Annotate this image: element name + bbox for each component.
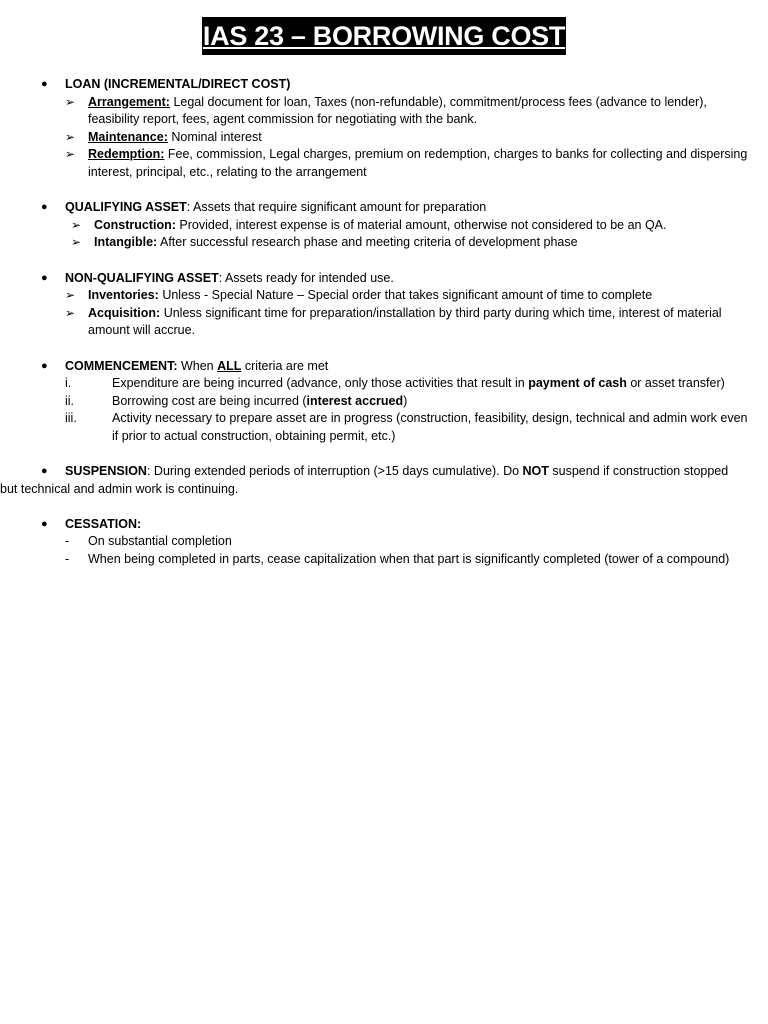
- loan-item-maintenance: [65, 129, 748, 147]
- suspension-heading: SUSPENSION: [65, 464, 147, 479]
- cessation-item-text: On substantial completion: [88, 534, 232, 549]
- cessation-heading: CESSATION: [65, 516, 137, 531]
- non-qualifying-item-inventories: [65, 287, 748, 305]
- document-body: [0, 76, 768, 586]
- arrow-bullet-icon: ➢: [65, 305, 76, 320]
- item-label: Acquisition:: [88, 305, 161, 320]
- cessation-item: [65, 533, 748, 551]
- criterion-text: Activity necessary to prepare asset are in progress (construction, feasibility, design, technical and admin work even if prior to actual construction, obtaining permit, etc.): [112, 411, 748, 443]
- non-qualifying-heading-line: [65, 270, 748, 288]
- item-text: Provided, interest expense is of material amount, otherwise not considered to be an QA.: [175, 217, 667, 232]
- suspension-text: : During extended periods of interruption (>15 days cumulative). Do: [146, 464, 523, 479]
- commencement-criterion: [65, 393, 748, 411]
- qualifying-item-intangible: [65, 234, 748, 252]
- qualifying-heading-line: [65, 199, 748, 217]
- non-qualifying-item-acquisition: [65, 305, 748, 340]
- non-qualifying-text: : Assets ready for intended use.: [218, 270, 394, 285]
- item-label: Intangible:: [94, 235, 158, 250]
- cessation-item: [65, 551, 748, 569]
- section-cessation: [0, 516, 768, 569]
- bullet-icon: ●: [41, 78, 48, 90]
- arrow-bullet-icon: ➢: [71, 235, 82, 250]
- commencement-heading-line: [65, 358, 748, 376]
- commencement-criterion: [65, 410, 748, 445]
- qualifying-text: : Assets that require significant amount for preparation: [186, 200, 487, 215]
- document-title: IAS 23 – BORROWING COST: [202, 17, 566, 55]
- non-qualifying-heading: NON-QUALIFYING ASSET: [65, 270, 219, 285]
- criterion-text: Expenditure are being incurred (advance, only those activities that result in: [112, 376, 529, 391]
- item-text: Unless significant time for preparation/installation by third party during which time, interest of material amount will accrue.: [88, 305, 722, 338]
- commencement-heading: COMMENCEMENT:: [65, 358, 178, 373]
- section-suspension: [0, 463, 768, 498]
- item-text: After successful research phase and meeting criteria of development phase: [157, 235, 578, 250]
- roman-numeral: i.: [65, 376, 72, 391]
- suspension-text: suspend if construction stopped but technical and admin work is continuing.: [0, 464, 729, 496]
- title-wrap: [0, 0, 768, 57]
- qualifying-heading: QUALIFYING ASSET: [65, 200, 187, 215]
- commencement-pre: When: [177, 358, 218, 373]
- criterion-emphasis: payment of cash: [528, 376, 627, 391]
- item-text: Fee, commission, Legal charges, premium on redemption, charges to banks for collecting and dispersing interest, principal, etc., relating to the arrangement: [88, 147, 748, 179]
- arrow-bullet-icon: ➢: [71, 217, 82, 232]
- item-label: Maintenance:: [88, 129, 168, 144]
- dash-bullet: -: [65, 552, 70, 567]
- bullet-icon: ●: [41, 271, 48, 284]
- commencement-all: ALL: [217, 358, 242, 373]
- item-text: Nominal interest: [167, 129, 262, 144]
- section-qualifying-asset: [0, 199, 768, 252]
- cessation-item-text: When being completed in parts, cease capitalization when that part is significantly completed (tower of a compound): [88, 552, 730, 567]
- criterion-text: ): [403, 393, 408, 408]
- section-commencement: [0, 358, 768, 446]
- item-label: Redemption:: [88, 147, 165, 162]
- roman-numeral: ii.: [65, 393, 75, 408]
- criterion-text: or asset transfer): [626, 376, 725, 391]
- item-label: Inventories:: [88, 288, 159, 303]
- arrow-bullet-icon: ➢: [65, 147, 76, 162]
- suspension-not: NOT: [522, 464, 549, 479]
- item-label: Arrangement:: [88, 94, 170, 109]
- loan-item-redemption: [65, 146, 748, 181]
- item-text: Unless - Special Nature – Special order that takes significant amount of time to complete: [158, 288, 653, 303]
- suspension-text-line: [0, 463, 748, 498]
- arrow-bullet-icon: ➢: [65, 94, 76, 109]
- commencement-post: criteria are met: [241, 358, 329, 373]
- section-non-qualifying-asset: [0, 270, 768, 340]
- criterion-emphasis: interest accrued: [306, 393, 404, 408]
- qualifying-item-construction: [65, 217, 748, 235]
- cessation-colon: :: [137, 516, 142, 531]
- commencement-criterion: [65, 375, 748, 393]
- loan-item-arrangement: [65, 94, 748, 129]
- dash-bullet: -: [65, 534, 70, 549]
- bullet-icon: ●: [41, 517, 48, 530]
- bullet-icon: ●: [41, 201, 48, 214]
- criterion-text: Borrowing cost are being incurred (: [112, 393, 307, 408]
- section-loan: [0, 76, 768, 182]
- loan-heading: LOAN (INCREMENTAL/DIRECT COST): [65, 77, 291, 91]
- bullet-icon: ●: [41, 465, 48, 478]
- arrow-bullet-icon: ➢: [65, 129, 76, 144]
- item-text: Legal document for loan, Taxes (non-refundable), commitment/process fees (advance to lender), feasibility report, fees, agent commission for negotiating with the bank.: [88, 94, 707, 127]
- roman-numeral: iii.: [65, 411, 77, 426]
- bullet-icon: ●: [41, 359, 48, 372]
- item-label: Construction:: [94, 217, 176, 232]
- arrow-bullet-icon: ➢: [65, 288, 76, 303]
- cessation-heading-line: [65, 516, 748, 534]
